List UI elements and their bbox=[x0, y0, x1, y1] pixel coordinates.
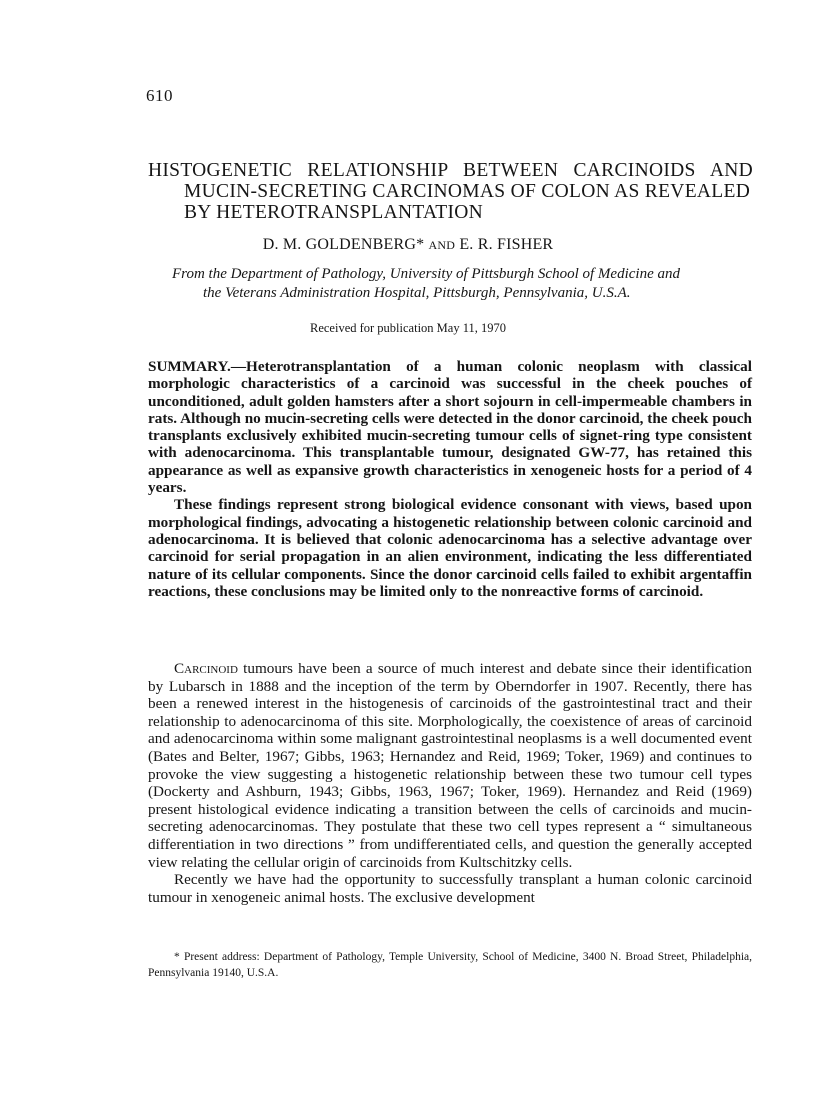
summary-paragraph: These findings represent strong biological evidence consonant with views, based upon morphological findings, advocating a histogenetic relationship between colonic carcinoid and adenocarcinoma. It is believed that colonic adenocarcinoma has a selective advantage over carcinoid for serial propagation in an alien environment, indicating the less differentiated nature of its cellular components. Since the donor carcinoid cells failed to exhibit argentaffin reactions, these conclusions may be limited only to the nonreactive forms of carcinoid. bbox=[148, 496, 752, 600]
received-date: Received for publication May 11, 1970 bbox=[309, 321, 506, 335]
summary-paragraph: SUMMARY.—Heterotransplantation of a human colonic neoplasm with classical morphologic characteristics of a carcinoid was successful in the cheek pouches of unconditioned, adult golden hamsters after a short sojourn in cell-impermeable chambers in rats. Although no mucin-secreting cells were detected in the donor carcinoid, the cheek pouch transplants exclusively exhibited mucin-secreting tumour cells of signet-ring type consistent with adenocarcinoma. This transplantable tumour, designated GW-77, has retained this appearance as well as expansive growth characteristics in xenogeneic hosts for a period of 4 years. bbox=[148, 358, 752, 497]
author-name: E. R. FISHER bbox=[459, 236, 554, 253]
article-title bbox=[148, 160, 753, 223]
affiliation-line: From the Department of Pathology, University of Pittsburgh School of Medicine and bbox=[172, 266, 680, 282]
authors bbox=[0, 236, 816, 254]
footnote bbox=[148, 949, 752, 981]
affiliation-line: the Veterans Administration Hospital, Pittsburgh, Pennsylvania, U.S.A. bbox=[203, 285, 631, 301]
body-text bbox=[148, 660, 752, 906]
body-paragraph: Recently we have had the opportunity to successfully transplant a human colonic carcinoid tumour in xenogeneic animal hosts. The exclusive development bbox=[148, 871, 752, 906]
summary bbox=[148, 358, 752, 600]
affiliation bbox=[172, 265, 732, 303]
title-line: HISTOGENETIC RELATIONSHIP BETWEEN CARCINOIDS AND bbox=[148, 160, 753, 181]
title-line: BY HETEROTRANSPLANTATION bbox=[184, 202, 484, 223]
page-number: 610 bbox=[146, 86, 173, 105]
author-conjunction: AND bbox=[428, 238, 456, 252]
lead-word: Carcinoid bbox=[174, 660, 238, 677]
title-line: MUCIN-SECRETING CARCINOMAS OF COLON AS REVEALED bbox=[184, 181, 751, 202]
paragraph-text: tumours have been a source of much interest and debate since their identification by Lubarsch in 1888 and the inception of the term by Oberndorfer in 1907. Recently, there has been a renewed interest in the histogenesis of carcinoids of the gastrointestinal tract and their relationship to adenocarcinoma of this site. Morphologically, the coexistence of areas of carcinoid and adenocarcinoma within some malignant gastrointestinal neoplasms is a well documented event (Bates and Belter, 1967; Gibbs, 1963; Hernandez and Reid, 1969; Toker, 1969) and continues to provoke the view suggesting a histogenetic relationship between these two tumour cell types (Dockerty and Ashburn, 1943; Gibbs, 1963, 1967; Toker, 1969). Hernandez and Reid (1969) present histological evidence indicating a transition between the cells of carcinoids and mucin-secreting adenocarcinomas. They postulate that these two cell types represent a “ simultaneous differentiation in two directions ” from undifferentiated cells, and question the generally accepted view relating the cellular origin of carcinoids from Kultschitzky cells. bbox=[148, 660, 752, 871]
body-paragraph bbox=[148, 660, 752, 871]
author-name: D. M. GOLDENBERG* bbox=[262, 236, 425, 253]
footnote-text: * Present address: Department of Pathology, Temple University, School of Medicine, 3400 N. Broad Street, Philadelphia, Pennsylvania 19140, U.S.A. bbox=[148, 951, 752, 979]
